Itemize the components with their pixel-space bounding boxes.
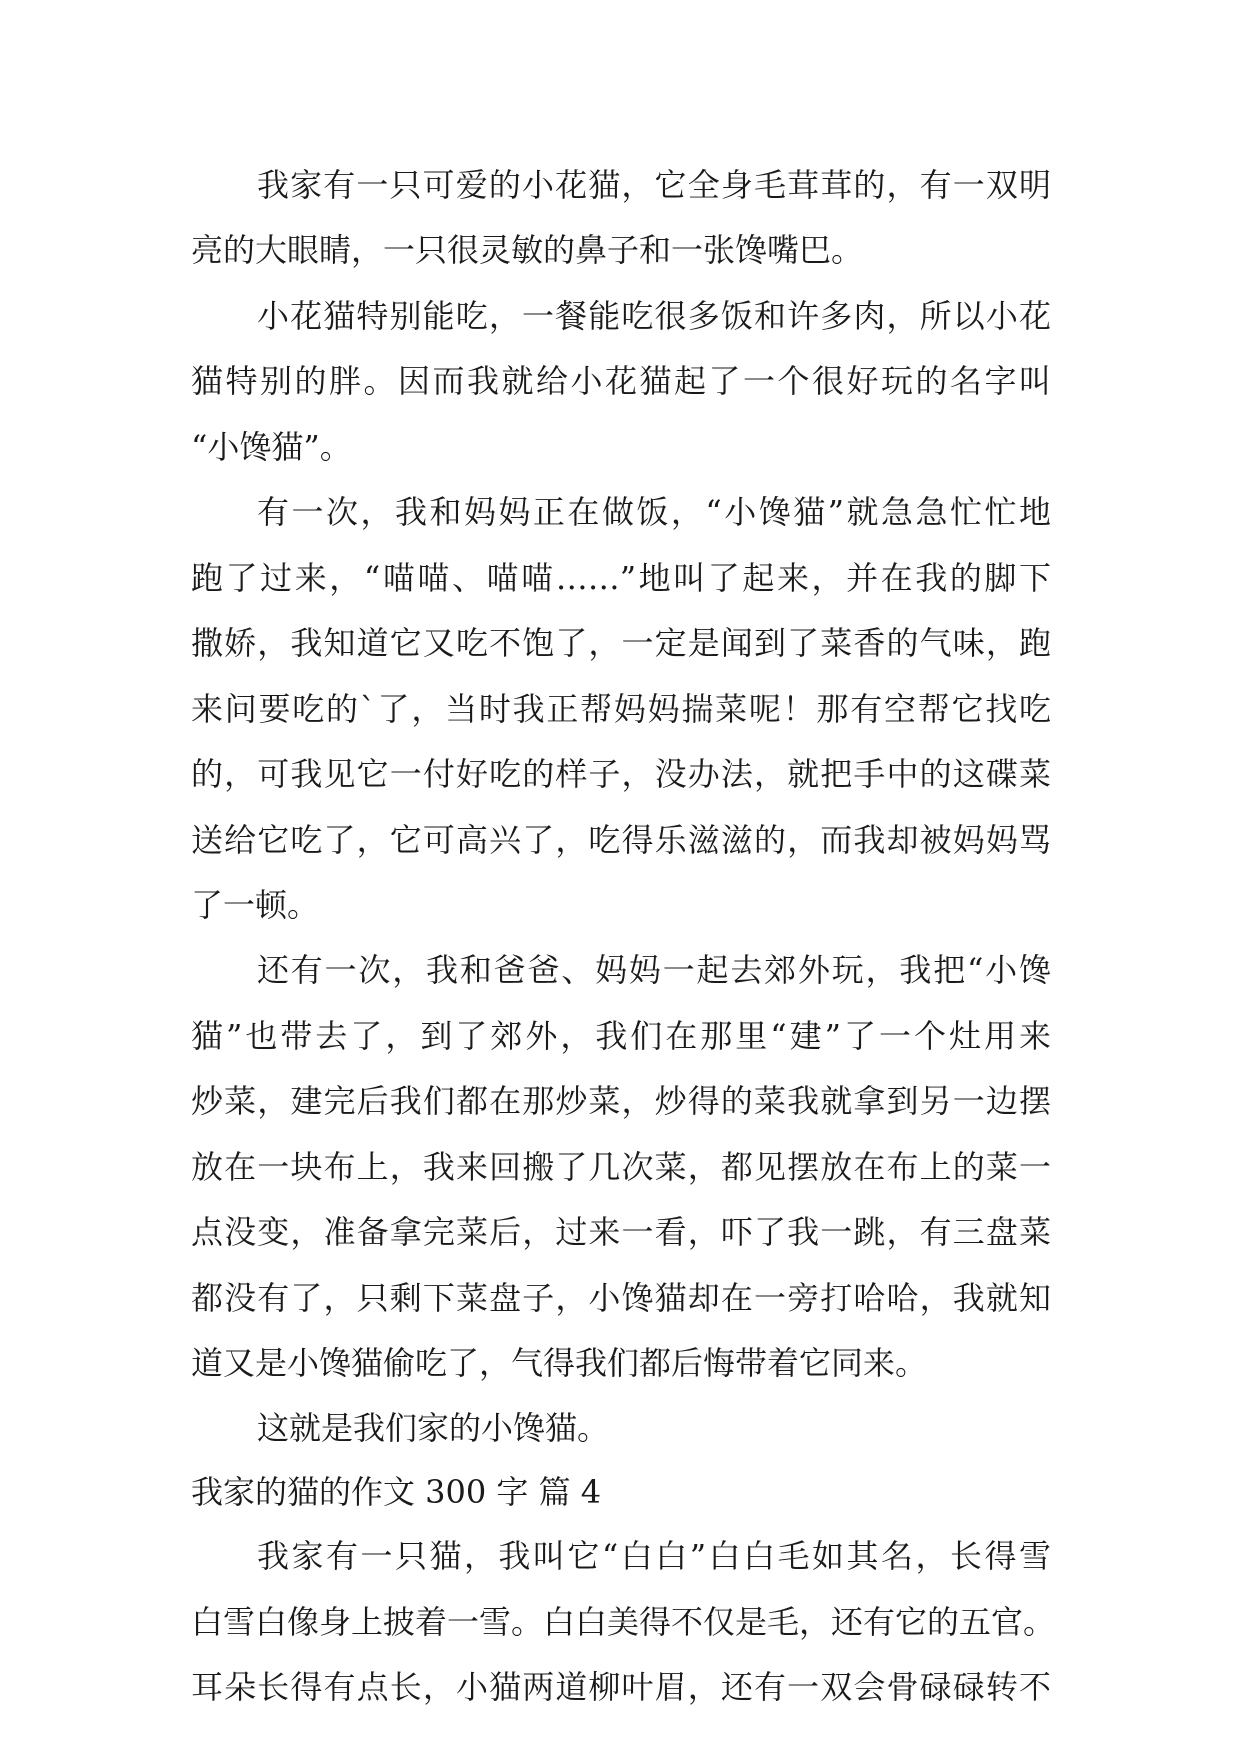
paragraph-line: 还有一次，我和爸爸、妈妈一起去郊外玩，我把“小馋 bbox=[257, 951, 1051, 989]
paragraph-line: 小花猫特别能吃，一餐能吃很多饭和许多肉，所以小花 bbox=[257, 297, 1051, 335]
paragraph-line: 猫”也带去了，到了郊外，我们在那里“建”了一个灶用来 bbox=[191, 1017, 1051, 1055]
paragraph-line: 道又是小馋猫偷吃了，气得我们都后悔带着它同来。 bbox=[191, 1344, 928, 1382]
section-heading: 我家的猫的作文 300 字 篇 4 bbox=[191, 1473, 602, 1511]
paragraph-line: 来问要吃的`了，当时我正帮妈妈揣菜呢！那有空帮它找吃 bbox=[191, 690, 1051, 728]
paragraph-line: 猫特别的胖。因而我就给小花猫起了一个很好玩的名字叫 bbox=[191, 362, 1051, 400]
paragraph-line: 我家有一只猫，我叫它“白白”白白毛如其名，长得雪 bbox=[257, 1537, 1051, 1575]
paragraph-line: 撒娇，我知道它又吃不饱了，一定是闻到了菜香的气味，跑 bbox=[191, 624, 1051, 662]
paragraph-line: 我家有一只可爱的小花猫，它全身毛茸茸的，有一双明 bbox=[257, 166, 1051, 204]
paragraph-line: 跑了过来，“喵喵、喵喵……”地叫了起来，并在我的脚下 bbox=[191, 559, 1051, 597]
paragraph-line: 有一次，我和妈妈正在做饭，“小馋猫”就急急忙忙地 bbox=[257, 493, 1051, 531]
paragraph-line: 耳朵长得有点长，小猫两道柳叶眉，还有一双会骨碌碌转不 bbox=[191, 1668, 1051, 1706]
paragraph-line: 炒菜，建完后我们都在那炒菜，炒得的菜我就拿到另一边摆 bbox=[191, 1082, 1051, 1120]
paragraph-line: “小馋猫”。 bbox=[191, 428, 352, 466]
paragraph-line: 这就是我们家的小馋猫。 bbox=[257, 1409, 610, 1447]
paragraph-line: 送给它吃了，它可高兴了，吃得乐滋滋的，而我却被妈妈骂 bbox=[191, 821, 1051, 859]
paragraph-line: 放在一块布上，我来回搬了几次菜，都见摆放在布上的菜一 bbox=[191, 1148, 1051, 1186]
paragraph-line: 了一顿。 bbox=[191, 886, 320, 924]
paragraph-line: 点没变，准备拿完菜后，过来一看，吓了我一跳，有三盘菜 bbox=[191, 1213, 1051, 1251]
paragraph-line: 的，可我见它一付好吃的样子，没办法，就把手中的这碟菜 bbox=[191, 755, 1051, 793]
paragraph-line: 白雪白像身上披着一雪。白白美得不仅是毛，还有它的五官。 bbox=[191, 1603, 1056, 1641]
paragraph-line: 亮的大眼睛，一只很灵敏的鼻子和一张馋嘴巴。 bbox=[191, 231, 864, 269]
paragraph-line: 都没有了，只剩下菜盘子，小馋猫却在一旁打哈哈，我就知 bbox=[191, 1279, 1051, 1317]
